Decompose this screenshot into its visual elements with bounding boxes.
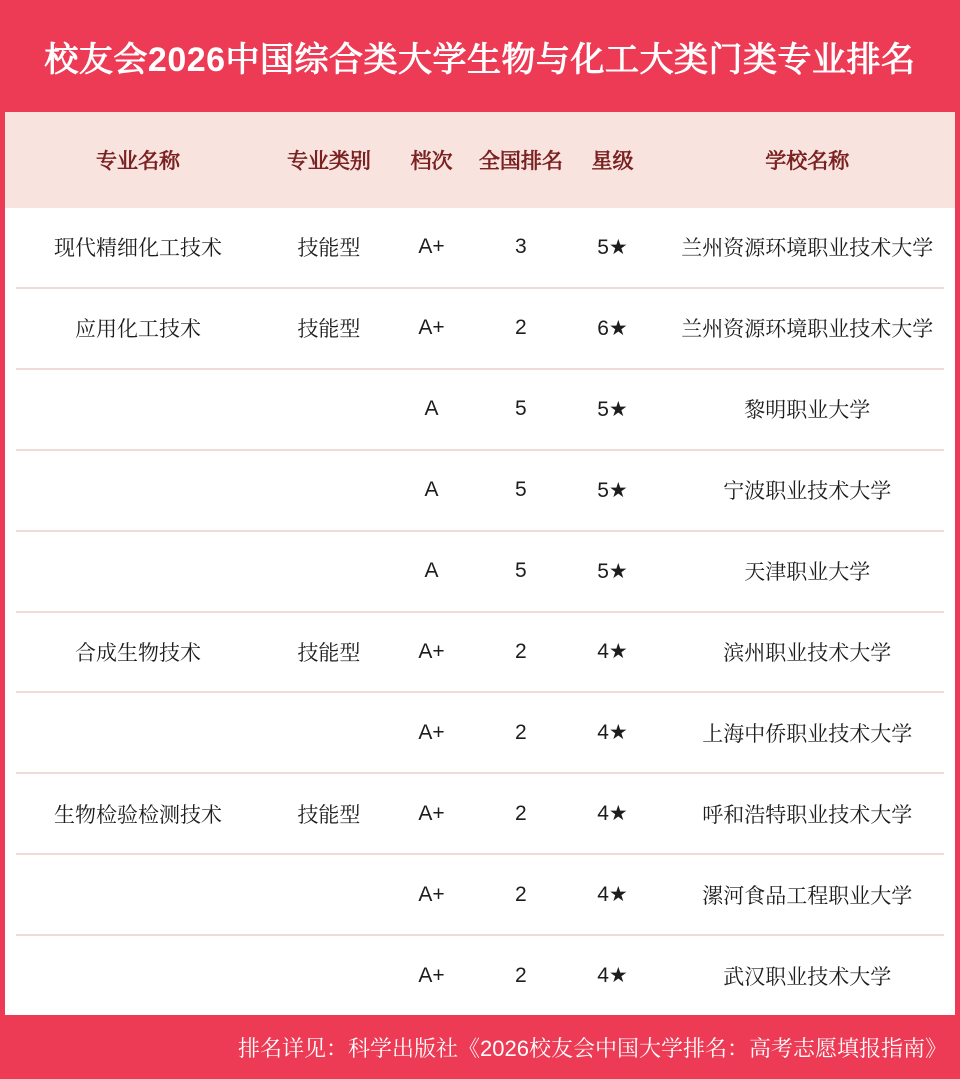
cell-star-level: 5★ (597, 235, 628, 259)
cell-major-name: 现代精细化工技术 (54, 237, 222, 261)
table-row (5, 208, 955, 287)
cell-grade: A (424, 559, 439, 583)
column-header-major-name: 专业名称 (96, 150, 180, 173)
cell-school-name: 武汉职业技术大学 (723, 965, 892, 989)
column-header-star-level: 星级 (591, 150, 634, 173)
cell-star-level: 4★ (597, 883, 628, 907)
cell-grade: A+ (418, 235, 445, 259)
cell-school-name: 天津职业大学 (744, 561, 871, 585)
ranking-table (5, 112, 955, 1015)
cell-national-rank: 5 (514, 478, 527, 502)
cell-star-level: 4★ (597, 802, 628, 826)
column-header-school-name: 学校名称 (765, 150, 850, 173)
table-row (5, 774, 955, 853)
column-header-major-category: 专业类别 (286, 150, 371, 173)
cell-national-rank: 2 (514, 882, 527, 906)
table-row (5, 693, 955, 772)
cell-school-name: 漯河食品工程职业大学 (702, 884, 913, 908)
cell-star-level: 5★ (597, 397, 628, 421)
table-row (5, 451, 955, 530)
footer-note: 排名详见：科学出版社《2026校友会中国大学排名：高考志愿填报指南》 (238, 1035, 947, 1061)
cell-national-rank: 2 (514, 316, 527, 340)
cell-major-category: 技能型 (297, 237, 361, 261)
cell-grade: A+ (418, 316, 445, 340)
cell-major-category: 技能型 (297, 641, 361, 665)
cell-star-level: 4★ (597, 640, 628, 664)
table-row (5, 370, 955, 449)
cell-school-name: 呼和浩特职业技术大学 (702, 803, 913, 827)
cell-major-name: 生物检验检测技术 (54, 803, 222, 827)
cell-national-rank: 2 (514, 720, 527, 744)
table-row (5, 936, 955, 1015)
cell-school-name: 上海中侨职业技术大学 (702, 722, 913, 746)
cell-major-category: 技能型 (297, 803, 361, 827)
cell-grade: A+ (418, 882, 445, 906)
table-row (5, 855, 955, 934)
cell-school-name: 兰州资源环境职业技术大学 (681, 237, 934, 261)
table-row (5, 532, 955, 611)
cell-school-name: 兰州资源环境职业技术大学 (681, 318, 934, 342)
cell-school-name: 黎明职业大学 (744, 399, 871, 423)
cell-national-rank: 2 (514, 639, 527, 663)
table-row (5, 613, 955, 692)
cell-major-category: 技能型 (297, 318, 361, 342)
cell-grade: A+ (418, 963, 445, 987)
table-body (5, 208, 955, 1015)
page-title: 校友会2026中国综合类大学生物与化工大类门类专业排名 (44, 40, 916, 79)
cell-grade: A+ (418, 720, 445, 744)
cell-grade: A+ (418, 639, 445, 663)
cell-grade: A+ (418, 801, 445, 825)
cell-major-name: 应用化工技术 (75, 318, 201, 342)
cell-school-name: 滨州职业技术大学 (723, 641, 892, 665)
title-banner (0, 0, 960, 112)
cell-grade: A (424, 397, 439, 421)
cell-national-rank: 5 (514, 397, 527, 421)
cell-star-level: 6★ (597, 316, 628, 340)
cell-national-rank: 3 (514, 235, 527, 259)
footer-banner (0, 1015, 960, 1079)
cell-school-name: 宁波职业技术大学 (723, 480, 892, 504)
table-row (5, 289, 955, 368)
column-header-national-rank: 全国排名 (478, 150, 563, 173)
cell-major-name: 合成生物技术 (75, 641, 201, 665)
table-header-row (5, 112, 955, 208)
cell-national-rank: 2 (514, 801, 527, 825)
cell-star-level: 5★ (597, 478, 628, 502)
cell-grade: A (424, 478, 439, 502)
cell-national-rank: 2 (514, 963, 527, 987)
cell-national-rank: 5 (514, 559, 527, 583)
cell-star-level: 5★ (597, 559, 628, 583)
cell-star-level: 4★ (597, 964, 628, 988)
cell-star-level: 4★ (597, 721, 628, 745)
column-header-grade: 档次 (410, 150, 453, 173)
